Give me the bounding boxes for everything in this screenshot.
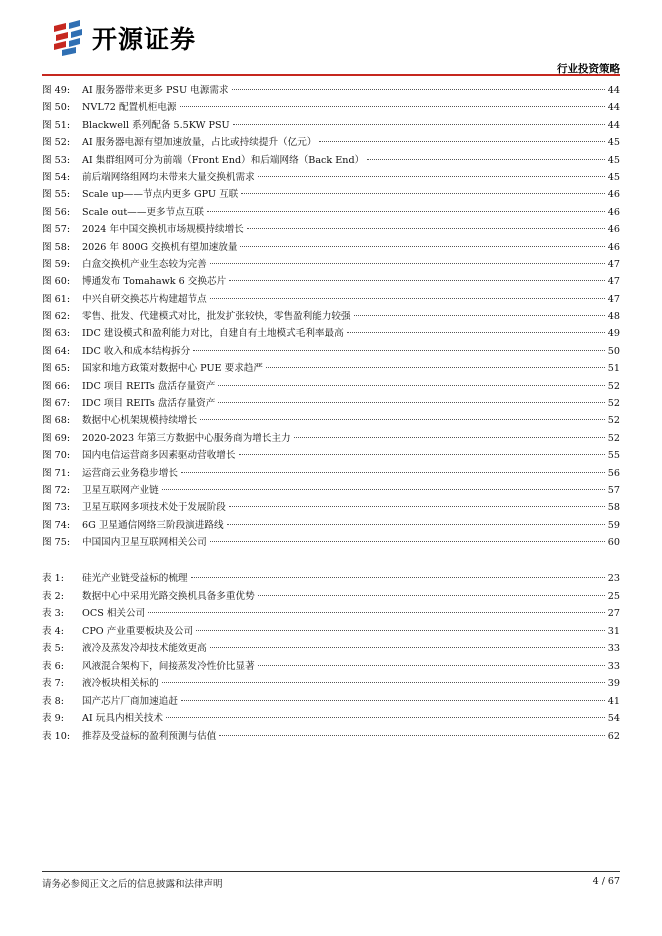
entry-title: 推荐及受益标的盈利预测与估值 <box>82 730 217 742</box>
entry-page-number: 51 <box>607 363 620 375</box>
entry-title: OCS 相关公司 <box>82 608 146 619</box>
table-entry[interactable] <box>42 588 620 606</box>
dot-leader <box>258 176 605 177</box>
figure-entry[interactable] <box>42 412 620 429</box>
entry-title: Scale out——更多节点互联 <box>82 206 205 218</box>
dot-leader <box>180 106 605 107</box>
dot-leader <box>233 124 605 125</box>
entry-page-number: 49 <box>607 328 620 340</box>
entry-label: 表 8: <box>42 695 64 707</box>
dot-leader <box>227 524 605 525</box>
dot-leader <box>218 402 604 403</box>
entry-page-number: 47 <box>607 276 620 288</box>
dot-leader <box>229 280 605 281</box>
figure-entry[interactable] <box>42 273 620 290</box>
kaiyuan-logo-icon <box>52 20 84 56</box>
entry-title: 中国国内卫星互联网相关公司 <box>82 537 207 549</box>
entry-label: 图 50: <box>42 102 71 114</box>
figure-entry[interactable] <box>42 517 620 534</box>
entry-label: 图 72: <box>42 484 71 496</box>
entry-page-number: 62 <box>607 730 620 742</box>
dot-leader <box>162 489 605 490</box>
entry-label: 表 4: <box>42 625 64 637</box>
entry-title: 中兴自研交换芯片构建超节点 <box>82 293 207 305</box>
figure-entry[interactable] <box>42 169 620 186</box>
dot-leader <box>247 228 605 229</box>
dot-leader <box>181 700 605 701</box>
figure-entry[interactable] <box>42 360 620 377</box>
figure-entry[interactable] <box>42 186 620 203</box>
entry-title: AI 服务器电源有望加速放量，占比或持续提升（亿元） <box>82 137 317 149</box>
entry-title: 数据中心机架规模持续增长 <box>82 415 198 427</box>
entry-page-number: 33 <box>607 660 620 672</box>
entry-label: 图 63: <box>42 328 71 340</box>
entry-label: 图 56: <box>42 206 71 218</box>
entry-label: 图 54: <box>42 171 71 183</box>
entry-title: IDC 项目 REITs 盘活存量资产 <box>82 380 216 392</box>
entry-title: NVL72 配置机柜电源 <box>82 102 177 114</box>
dot-leader <box>258 665 605 666</box>
figure-entry[interactable] <box>42 204 620 221</box>
entry-page-number: 45 <box>607 171 620 183</box>
figure-entry[interactable] <box>42 117 620 134</box>
entry-label: 图 51: <box>42 119 71 131</box>
figure-entry[interactable] <box>42 221 620 238</box>
dot-leader <box>210 647 605 648</box>
entry-label: 图 65: <box>42 363 71 375</box>
dot-leader <box>210 298 605 299</box>
entry-label: 图 57: <box>42 224 71 236</box>
entry-title: 风液混合架构下，间接蒸发冷性价比显著 <box>82 660 255 672</box>
table-entry[interactable] <box>42 710 620 728</box>
entry-page-number: 58 <box>607 502 620 514</box>
dot-leader <box>207 211 605 212</box>
table-entry[interactable] <box>42 728 620 746</box>
entry-label: 图 75: <box>42 537 71 549</box>
figure-entry[interactable] <box>42 499 620 516</box>
entry-page-number: 33 <box>607 643 620 654</box>
entry-label: 表 5: <box>42 643 64 654</box>
entry-page-number: 59 <box>607 519 620 531</box>
entry-page-number: 46 <box>607 206 620 218</box>
entry-page-number: 45 <box>607 154 620 166</box>
dot-leader <box>148 612 605 613</box>
entry-title: IDC 建设模式和盈利能力对比，自建自有土地模式毛利率最高 <box>82 328 344 340</box>
company-logo <box>52 18 196 58</box>
entry-label: 图 53: <box>42 154 71 166</box>
entry-title: Blackwell 系列配备 5.5KW PSU <box>82 119 230 131</box>
figure-entry[interactable] <box>42 534 620 551</box>
entry-label: 图 69: <box>42 432 71 444</box>
entry-title: 博通发布 Tomahawk 6 交换芯片 <box>82 276 227 288</box>
entry-label: 图 49: <box>42 85 71 96</box>
dot-leader <box>232 89 605 90</box>
entry-label: 图 60: <box>42 276 71 288</box>
company-name: 开源证券 <box>92 25 197 54</box>
page-number: 4 / 67 <box>592 876 620 887</box>
dot-leader <box>229 506 605 507</box>
dot-leader <box>239 454 605 455</box>
entry-label: 表 1: <box>42 573 64 584</box>
entry-page-number: 44 <box>607 85 620 96</box>
dot-leader <box>181 472 605 473</box>
figure-entry[interactable] <box>42 343 620 360</box>
entry-title: 2026 年 800G 交换机有望加速放量 <box>82 241 238 253</box>
dot-leader <box>219 735 604 736</box>
entry-page-number: 41 <box>607 695 620 707</box>
dot-leader <box>367 159 605 160</box>
entry-page-number: 44 <box>607 119 620 131</box>
entry-title: 零售、批发、代建模式对比，批发扩张较快，零售盈利能力较强 <box>82 311 351 323</box>
dot-leader <box>162 682 605 683</box>
entry-page-number: 47 <box>607 293 620 305</box>
entry-title: 液冷板块相关标的 <box>82 678 159 689</box>
table-list <box>42 570 620 745</box>
entry-page-number: 52 <box>607 398 620 410</box>
dot-leader <box>294 437 605 438</box>
entry-label: 图 55: <box>42 189 71 201</box>
dot-leader <box>210 541 605 542</box>
entry-title: 2024 年中国交换机市场规模持续增长 <box>82 224 244 236</box>
dot-leader <box>240 246 604 247</box>
entry-title: 2020-2023 年第三方数据中心服务商为增长主力 <box>82 432 291 444</box>
figure-entry[interactable] <box>42 465 620 482</box>
page-header <box>0 0 662 78</box>
entry-label: 图 62: <box>42 311 71 323</box>
figure-entry[interactable] <box>42 308 620 325</box>
header-divider <box>42 74 620 76</box>
entry-label: 表 10: <box>42 730 71 742</box>
entry-label: 表 2: <box>42 590 64 602</box>
entry-page-number: 27 <box>607 608 620 619</box>
entry-label: 图 68: <box>42 415 71 427</box>
dot-leader <box>347 332 605 333</box>
figure-entry[interactable] <box>42 430 620 447</box>
entry-page-number: 56 <box>607 467 620 479</box>
figure-entry[interactable] <box>42 256 620 273</box>
entry-page-number: 48 <box>607 311 620 323</box>
entry-label: 图 59: <box>42 258 71 270</box>
entry-page-number: 39 <box>607 678 620 689</box>
entry-title: AI 集群组网可分为前端（Front End）和后端网络（Back End） <box>82 154 365 166</box>
entry-label: 图 73: <box>42 502 71 514</box>
entry-page-number: 44 <box>607 102 620 114</box>
entry-title: 白盒交换机产业生态较为完善 <box>82 258 207 270</box>
table-entry[interactable] <box>42 675 620 693</box>
entry-page-number: 52 <box>607 380 620 392</box>
figure-list <box>42 82 620 552</box>
entry-label: 图 70: <box>42 450 71 462</box>
entry-page-number: 55 <box>607 450 620 462</box>
figure-entry[interactable] <box>42 395 620 412</box>
dot-leader <box>200 419 605 420</box>
entry-title: 卫星互联网多项技术处于发展阶段 <box>82 502 226 514</box>
entry-label: 图 64: <box>42 345 71 357</box>
figure-entry[interactable] <box>42 134 620 151</box>
entry-page-number: 23 <box>607 573 620 584</box>
figure-entry[interactable] <box>42 82 620 99</box>
figure-entry[interactable] <box>42 378 620 395</box>
figure-entry[interactable] <box>42 325 620 342</box>
entry-title: 6G 卫星通信网络三阶段演进路线 <box>82 519 224 531</box>
entry-page-number: 47 <box>607 258 620 270</box>
entry-page-number: 54 <box>607 713 620 724</box>
dot-leader <box>191 577 605 578</box>
dot-leader <box>319 141 604 142</box>
entry-label: 表 9: <box>42 713 64 724</box>
dot-leader <box>196 630 605 631</box>
entry-label: 表 3: <box>42 608 64 619</box>
report-type: 行业投资策略 <box>557 63 620 75</box>
dot-leader <box>266 367 605 368</box>
table-entry[interactable] <box>42 693 620 711</box>
table-entry[interactable] <box>42 570 620 588</box>
table-entry[interactable] <box>42 640 620 658</box>
figure-entry[interactable] <box>42 239 620 256</box>
entry-title: 国产芯片厂商加速追赶 <box>82 695 178 707</box>
figure-entry[interactable] <box>42 447 620 464</box>
dot-leader <box>210 263 605 264</box>
table-entry[interactable] <box>42 623 620 641</box>
dot-leader <box>354 315 605 316</box>
entry-label: 图 74: <box>42 519 71 531</box>
dot-leader <box>193 350 605 351</box>
entry-page-number: 31 <box>607 625 620 637</box>
figure-entry[interactable] <box>42 482 620 499</box>
entry-label: 图 61: <box>42 293 71 305</box>
entry-page-number: 50 <box>607 345 620 357</box>
entry-page-number: 60 <box>607 537 620 549</box>
entry-title: IDC 项目 REITs 盘活存量资产 <box>82 398 216 410</box>
entry-label: 表 6: <box>42 660 64 672</box>
entry-title: IDC 收入和成本结构拆分 <box>82 345 191 357</box>
entry-page-number: 52 <box>607 415 620 427</box>
dot-leader <box>258 595 605 596</box>
footer-divider <box>42 871 620 872</box>
figure-entry[interactable] <box>42 291 620 308</box>
entry-page-number: 52 <box>607 432 620 444</box>
entry-label: 图 67: <box>42 398 71 410</box>
entry-label: 表 7: <box>42 678 64 689</box>
dot-leader <box>218 385 604 386</box>
table-entry[interactable] <box>42 658 620 676</box>
entry-title: Scale up——节点内更多 GPU 互联 <box>82 189 239 201</box>
entry-page-number: 46 <box>607 241 620 253</box>
entry-label: 图 71: <box>42 467 71 479</box>
figure-entry[interactable] <box>42 152 620 169</box>
table-entry[interactable] <box>42 605 620 623</box>
entry-label: 图 52: <box>42 137 71 149</box>
entry-page-number: 57 <box>607 484 620 496</box>
footer-disclaimer: 请务必参阅正文之后的信息披露和法律声明 <box>42 879 223 890</box>
entry-title: 卫星互联网产业链 <box>82 484 159 496</box>
entry-label: 图 58: <box>42 241 71 253</box>
entry-page-number: 45 <box>607 137 620 149</box>
entry-title: 前后端网络组网均未带来大量交换机需求 <box>82 171 255 183</box>
entry-title: AI 服务器带来更多 PSU 电源需求 <box>82 85 229 96</box>
entry-page-number: 46 <box>607 224 620 236</box>
entry-title: AI 玩具内相关技术 <box>82 713 163 724</box>
dot-leader <box>166 717 605 718</box>
entry-page-number: 46 <box>607 189 620 201</box>
entry-label: 图 66: <box>42 380 71 392</box>
entry-title: 液冷及蒸发冷却技术能效更高 <box>82 643 207 654</box>
entry-title: 国家和地方政策对数据中心 PUE 要求趋严 <box>82 363 263 375</box>
figure-entry[interactable] <box>42 99 620 116</box>
dot-leader <box>241 193 605 194</box>
entry-title: 国内电信运营商多因素驱动营收增长 <box>82 450 236 462</box>
entry-title: 硅光产业链受益标的梳理 <box>82 573 188 584</box>
entry-title: CPO 产业重要板块及公司 <box>82 625 194 637</box>
entry-title: 运营商云业务稳步增长 <box>82 467 178 479</box>
entry-page-number: 25 <box>607 590 620 602</box>
entry-title: 数据中心中采用光路交换机具备多重优势 <box>82 590 255 602</box>
